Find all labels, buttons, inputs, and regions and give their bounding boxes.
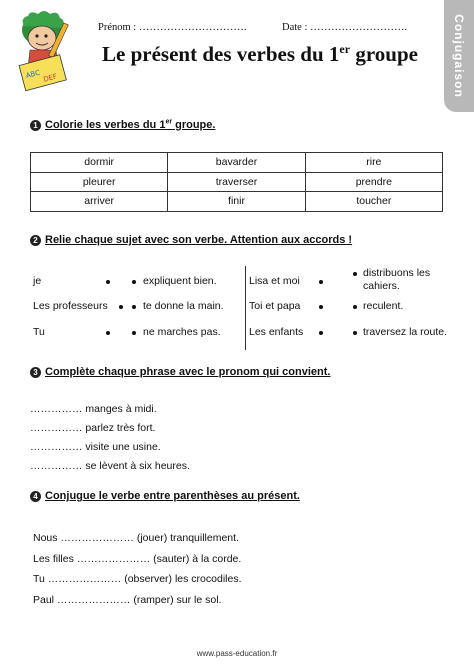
subject-label: je (33, 275, 42, 287)
exercise-number-badge: 1 (30, 120, 41, 131)
exercise-number-badge: 3 (30, 367, 41, 378)
verbs-table (30, 152, 443, 212)
connect-dot[interactable] (132, 305, 136, 309)
date-field: Date : ………………………. (282, 22, 408, 33)
verb-label: expliquent bien. (143, 275, 217, 287)
page-title: Le présent des verbes du 1er groupe (102, 42, 418, 66)
verb-label: te donne la main. (143, 300, 224, 312)
svg-text:DEF: DEF (42, 72, 58, 84)
verb-cell[interactable]: rire (305, 153, 442, 173)
fill-in-line[interactable]: …………… visite une usine. (30, 441, 161, 453)
mascot-illustration (12, 8, 80, 92)
subject-label: Lisa et moi (249, 275, 300, 287)
subject-label: Toi et papa (249, 300, 301, 312)
connect-dot[interactable] (319, 331, 323, 335)
exercise-3-title: 3 Complète chaque phrase avec le pronom qui convient. (30, 366, 330, 378)
table-row (31, 192, 443, 212)
connect-dot[interactable] (106, 331, 110, 335)
connect-dot[interactable] (353, 272, 357, 276)
connect-dot[interactable] (132, 280, 136, 284)
fill-in-line[interactable]: Tu ………………… (observer) les crocodiles. (33, 573, 242, 585)
verb-cell[interactable]: dormir (31, 153, 168, 173)
verb-label: ne marches pas. (143, 326, 221, 338)
exercise-number-badge: 4 (30, 491, 41, 502)
verb-cell[interactable]: finir (168, 192, 305, 212)
verb-cell[interactable]: arriver (31, 192, 168, 212)
fill-in-line[interactable]: Paul ………………… (ramper) sur le sol. (33, 594, 222, 606)
fill-in-line[interactable]: Nous ………………… (jouer) tranquillement. (33, 532, 239, 544)
connect-dot[interactable] (353, 331, 357, 335)
verb-label: distribuons les cahiers. (363, 267, 431, 292)
exercise-4-title: 4 Conjugue le verbe entre parenthèses au présent. (30, 490, 300, 502)
verb-label: reculent. (363, 300, 404, 312)
connect-dot[interactable] (132, 331, 136, 335)
fill-in-line[interactable]: …………… se lèvent à six heures. (30, 460, 190, 472)
verb-label: traversez la route. (363, 326, 448, 338)
category-tab: Conjugaison (444, 0, 474, 112)
subject-label: Les professeurs (33, 300, 108, 312)
table-row (31, 153, 443, 173)
verb-cell[interactable]: bavarder (168, 153, 305, 173)
svg-text:ABC: ABC (24, 68, 41, 81)
fill-in-line[interactable]: …………… manges à midi. (30, 403, 157, 415)
connect-dot[interactable] (319, 280, 323, 284)
verb-cell[interactable]: prendre (305, 172, 442, 192)
exercise-number-badge: 2 (30, 235, 41, 246)
exercise-2-title: 2 Relie chaque sujet avec son verbe. Attention aux accords ! (30, 234, 352, 246)
connect-dot[interactable] (353, 305, 357, 309)
subject-label: Les enfants (249, 326, 304, 338)
connect-dot[interactable] (106, 280, 110, 284)
prenom-field: Prénom : …………………………. (98, 22, 247, 33)
verb-cell[interactable]: toucher (305, 192, 442, 212)
table-row (31, 172, 443, 192)
connect-dot[interactable] (319, 305, 323, 309)
fill-in-line[interactable]: Les filles ………………… (sauter) à la corde. (33, 553, 242, 565)
footer-url[interactable]: www.pass-education.fr (196, 649, 278, 658)
verb-cell[interactable]: traverser (168, 172, 305, 192)
subject-label: Tu (33, 326, 45, 338)
connect-dot[interactable] (119, 305, 123, 309)
fill-in-line[interactable]: …………… parlez très fort. (30, 422, 156, 434)
column-divider (245, 266, 246, 350)
verb-cell[interactable]: pleurer (31, 172, 168, 192)
exercise-1-title: 1 Colorie les verbes du 1er groupe. (30, 118, 215, 131)
